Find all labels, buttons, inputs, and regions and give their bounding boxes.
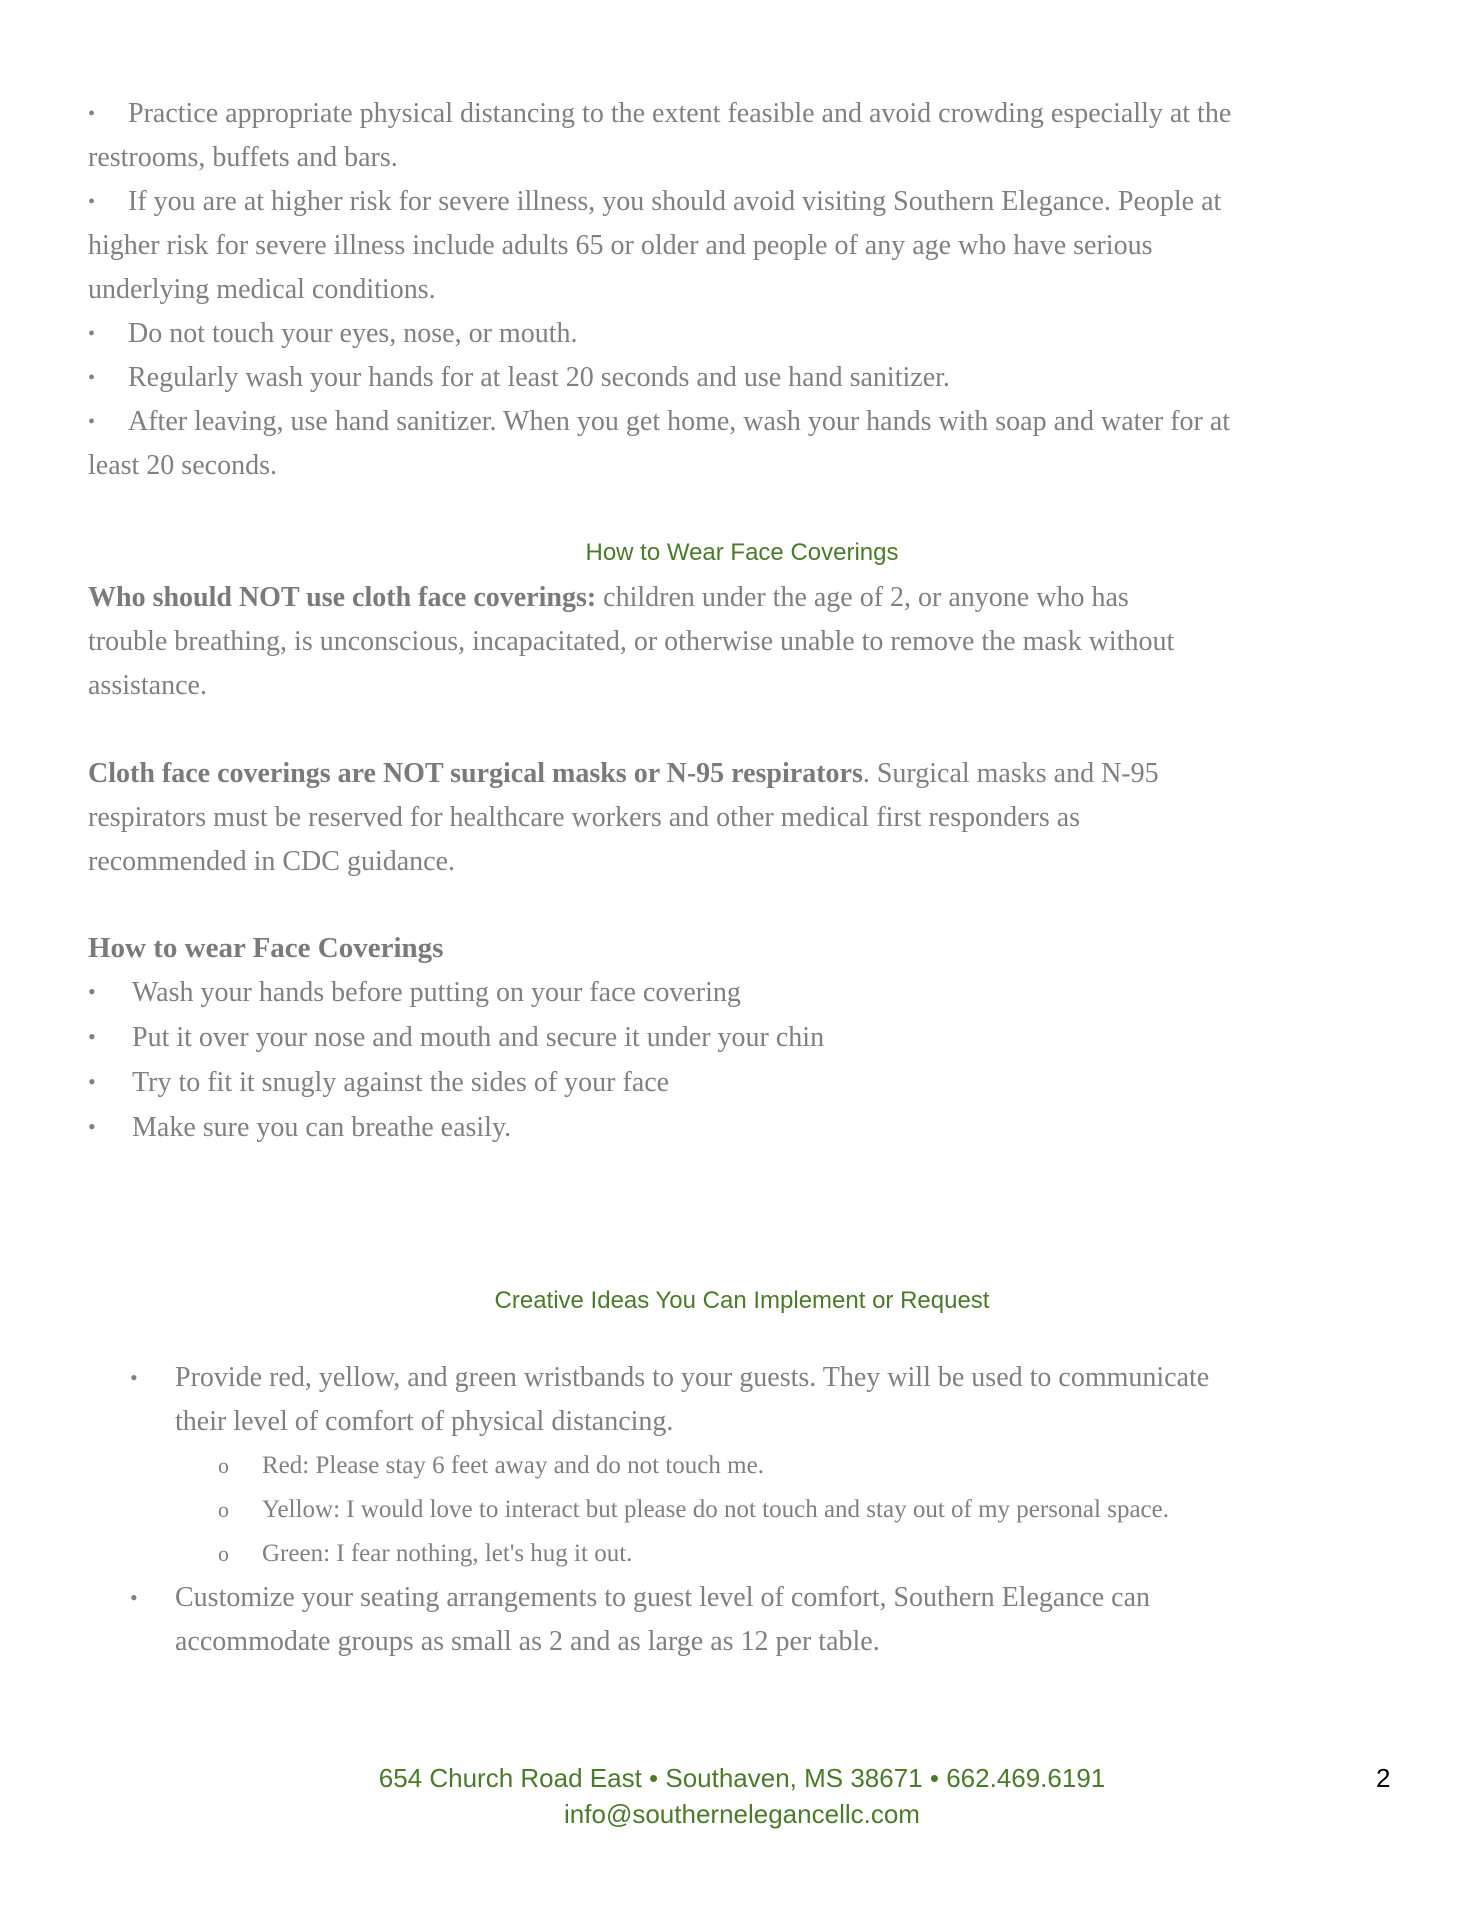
who-text: children under the age of 2, or anyone who has [596,582,1129,613]
circle-bullet-icon: o [218,1453,229,1478]
page-number: 2 [1376,1763,1391,1793]
list-item [88,1015,1388,1060]
bullet-icon: • [88,191,96,213]
list-item [88,1105,1388,1150]
list-item [88,312,1398,356]
list-item [88,92,1398,180]
bullet-text-continued: higher risk for severe illness include adults 65 or older and people of any age who have serious [88,230,1153,261]
bullet-icon: • [88,1024,96,1049]
section-heading-creative-ideas: Creative Ideas You Can Implement or Request [494,1287,990,1314]
who-text-line2: trouble breathing, is unconscious, incapacitated, or otherwise unable to remove the mask without [88,626,1175,657]
footer-email[interactable]: info@southernelegancellc.com [564,1799,920,1829]
idea-text: Provide red, yellow, and green wristbands to your guests. They will be used to communicate [175,1362,1210,1393]
cloth-bold-text: Cloth face coverings are NOT surgical masks or N-95 respirators [88,758,863,789]
bullet-icon: • [130,1585,138,1610]
bullet-text-continued: least 20 seconds. [88,450,277,481]
bullet-text-continued: underlying medical conditions. [88,274,436,305]
sub-list-item [130,1488,1390,1532]
bullet-text-continued: restrooms, buffets and bars. [88,142,398,173]
cloth-coverings-paragraph [88,752,1398,884]
list-item [88,970,1388,1015]
bullet-text: If you are at higher risk for severe illness, you should avoid visiting Southern Elegance. People at [128,186,1222,217]
idea-text-continued: their level of comfort of physical distancing. [175,1406,674,1437]
list-item [88,356,1398,400]
bullet-icon: • [88,103,96,125]
who-bold-text: Who should NOT use cloth face coverings: [88,582,597,613]
list-item [130,1356,1390,1444]
bullet-icon: • [88,1069,96,1094]
step-text: Try to fit it snugly against the sides of your face [132,1067,670,1098]
list-item [88,1060,1388,1105]
step-text: Wash your hands before putting on your face covering [132,977,741,1008]
sub-item-text: Yellow: I would love to interact but please do not touch and stay out of my personal space. [262,1496,1169,1523]
how-to-wear-subheading: How to wear Face Coverings [88,932,444,964]
sub-item-text: Green: I fear nothing, let's hug it out. [262,1540,633,1567]
who-text-line3: assistance. [88,670,207,701]
idea-text: Customize your seating arrangements to guest level of comfort, Southern Elegance can [175,1582,1151,1613]
section-heading-face-coverings: How to Wear Face Coverings [585,539,899,566]
circle-bullet-icon: o [218,1497,229,1522]
sub-list-item [130,1444,1390,1488]
who-should-not-paragraph [88,576,1398,708]
bullet-icon: • [130,1365,138,1390]
sub-list-item [130,1532,1390,1576]
list-item [130,1576,1390,1664]
step-text: Put it over your nose and mouth and secure it under your chin [132,1022,825,1053]
bullet-icon: • [88,411,96,433]
face-covering-steps-list [88,970,1388,1150]
footer-address: 654 Church Road East • Southaven, MS 38671 • 662.469.6191 [378,1763,1106,1793]
safety-bullet-list [88,92,1398,488]
list-item [88,400,1398,488]
list-item [88,180,1398,312]
bullet-icon: • [88,367,96,389]
bullet-text: Do not touch your eyes, nose, or mouth. [128,318,578,349]
sub-item-text: Red: Please stay 6 feet away and do not touch me. [262,1452,764,1479]
idea-text-continued: accommodate groups as small as 2 and as large as 12 per table. [175,1626,880,1657]
cloth-text-line3: recommended in CDC guidance. [88,846,456,877]
cloth-text-line2: respirators must be reserved for healthcare workers and other medical first responders as [88,802,1081,833]
bullet-text: Regularly wash your hands for at least 20 seconds and use hand sanitizer. [128,362,950,393]
creative-ideas-list [130,1356,1390,1664]
bullet-text: Practice appropriate physical distancing to the extent feasible and avoid crowding especially at the [128,98,1232,129]
bullet-icon: • [88,979,96,1004]
circle-bullet-icon: o [218,1541,229,1566]
bullet-text: After leaving, use hand sanitizer. When you get home, wash your hands with soap and water for at [128,406,1231,437]
cloth-text: . Surgical masks and N-95 [862,758,1159,789]
bullet-icon: • [88,1114,96,1139]
bullet-icon: • [88,323,96,345]
step-text: Make sure you can breathe easily. [132,1112,512,1143]
